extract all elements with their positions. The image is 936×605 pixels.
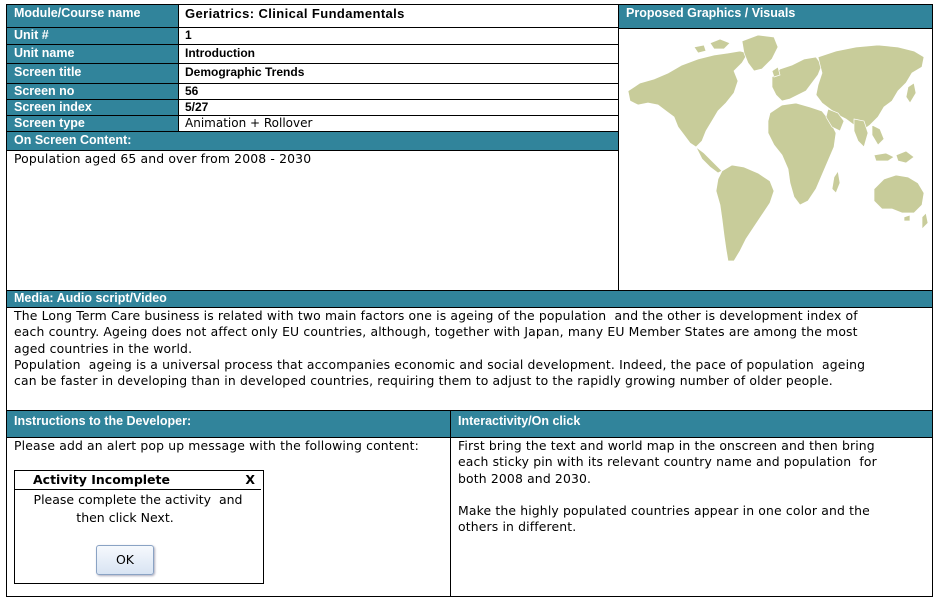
border-graphics-header-bottom	[619, 28, 932, 29]
border-label-divider	[178, 5, 179, 132]
border-bottom-section-top	[7, 410, 932, 411]
border-outer-bottom	[6, 596, 933, 597]
label-screen-no: Screen no	[7, 84, 178, 100]
interactivity-text	[458, 438, 928, 536]
greenland-shape	[742, 35, 778, 71]
on-screen-content-header: On Screen Content:	[7, 132, 619, 150]
alert-dialog	[14, 470, 264, 584]
interactivity-line: Make the highly populated countries appear in one color and the	[458, 503, 870, 519]
value-screen-index: 5/27	[178, 100, 619, 116]
label-screen-type: Screen type	[7, 116, 178, 132]
interactivity-line	[458, 487, 928, 503]
border-outer-left	[6, 4, 7, 597]
border-graphics-divider	[618, 5, 619, 291]
value-module-course-name: Geriatrics: Clinical Fundamentals	[178, 5, 619, 28]
value-unit-number: 1	[178, 28, 619, 45]
alert-dialog-titlebar	[15, 471, 261, 490]
border-onscreen-top	[7, 131, 619, 132]
world-map-icon	[622, 29, 930, 287]
interactivity-line: others in different.	[458, 519, 577, 535]
instructions-header: Instructions to the Developer:	[7, 411, 451, 437]
alert-dialog-message-line2: then click Next.	[76, 510, 174, 525]
media-line: aged countries in the world.	[14, 340, 193, 356]
interactivity-header: Interactivity/On click	[451, 411, 932, 437]
label-screen-title: Screen title	[7, 64, 178, 84]
value-screen-no: 56	[178, 84, 619, 100]
border-outer-right	[932, 4, 933, 597]
north-america-shape	[628, 51, 748, 147]
alert-dialog-message-line1: Please complete the activity and	[33, 492, 243, 507]
media-line: each country. Ageing does not affect only EU countries, although, together with Japan, many EU Member States are among the most	[14, 324, 858, 340]
south-america-shape	[716, 165, 774, 261]
instructions-text: Please add an alert pop up message with the following content:	[14, 438, 419, 453]
border-bottom-divider	[450, 411, 451, 597]
border-bottom-header-bottom	[7, 437, 932, 438]
interactivity-line: each sticky pin with its relevant country name and population for	[458, 454, 877, 470]
label-unit-number: Unit #	[7, 28, 178, 45]
alert-dialog-title: Activity Incomplete	[33, 472, 170, 487]
on-screen-content-text: Population aged 65 and over from 2008 - 2030	[14, 151, 312, 166]
world-map-svg	[622, 29, 930, 287]
border-media-header-bottom	[7, 307, 932, 308]
interactivity-line: both 2008 and 2030.	[458, 470, 592, 486]
media-line: can be faster in developing than in developed countries, requiring them to adjust to the rapidly growing number of older people.	[14, 373, 833, 389]
value-screen-title: Demographic Trends	[178, 64, 619, 84]
graphics-header: Proposed Graphics / Visuals	[619, 5, 932, 28]
border-media-top	[7, 290, 932, 291]
value-screen-type: Animation + Rollover	[178, 116, 619, 132]
border-outer-top	[6, 4, 933, 5]
europe-shape	[772, 57, 822, 101]
media-line: The Long Term Care business is related with two main factors one is ageing of the population and the other is development index of	[14, 308, 858, 323]
label-module-course-name: Module/Course name	[7, 5, 178, 28]
label-unit-name: Unit name	[7, 45, 178, 64]
label-screen-index: Screen index	[7, 100, 178, 116]
africa-shape	[768, 103, 836, 205]
media-line: Population ageing is a universal process that accompanies economic and social development. Indeed, the pace of population ageing	[14, 356, 866, 372]
ok-button[interactable]: OK	[96, 545, 154, 575]
media-header: Media: Audio script/Video	[7, 291, 932, 307]
media-script-text	[14, 308, 929, 389]
close-icon[interactable]: X	[245, 472, 255, 487]
australia-shape	[874, 175, 924, 213]
value-unit-name: Introduction	[178, 45, 619, 64]
interactivity-line: First bring the text and world map in the onscreen and then bring	[458, 438, 875, 453]
border-onscreen-header-bottom	[7, 150, 619, 151]
